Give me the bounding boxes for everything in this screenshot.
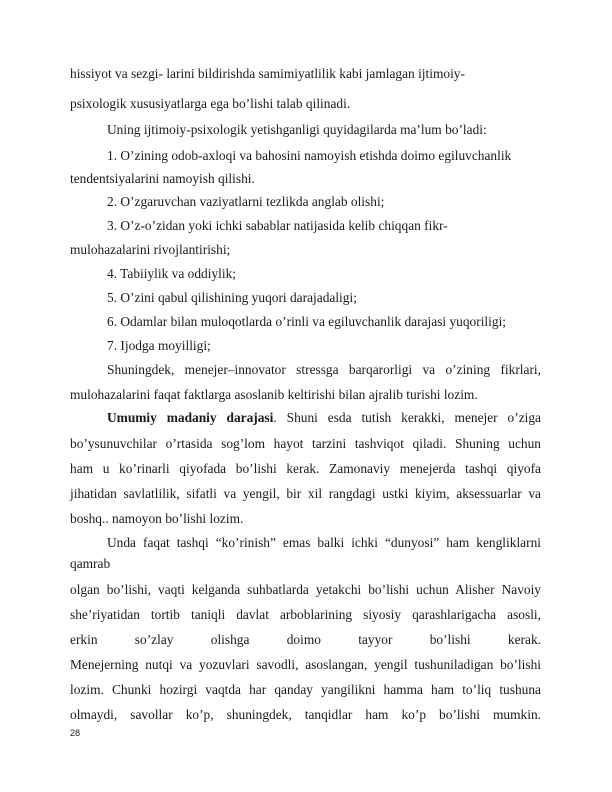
text-line: 2. O’zgaruvchan vaziyatlarni tezlikda anglab olishi; <box>107 194 385 209</box>
text-span: . Shuni esda tutish kerakki, menejer o’ziga <box>273 410 542 425</box>
text-line: lozim. Chunki hozirgi vaqtda har qanday yangilikni hamma ham to’liq tushuna <box>70 682 541 697</box>
text-line: Menejerning nutqi va yozuvlari savodli, asoslangan, yengil tushuniladigan bo’lishi <box>70 657 541 672</box>
text-line: olmaydi, savollar ko’p, shuningdek, tanqidlar ham ko’p bo’lishi mumkin. <box>70 707 541 722</box>
text-line: jihatidan savlatlilik, sifatli va yengil, bir xil rangdagi ustki kiyim, aksessuarlar va <box>70 486 541 501</box>
text-line: 7. Ijodga moyilligi; <box>107 338 211 353</box>
text-line: Unda faqat tashqi “ko’rinish” emas balki ichki “dunyosi” ham kengliklarni <box>107 535 541 550</box>
text-line: 5. O’zini qabul qilishining yuqori darajadaligi; <box>107 290 357 305</box>
text-line-mixed <box>107 410 541 426</box>
text-line: Shuningdek, menejer–innovator stressga barqarorligi va o’zining fikrlari, <box>107 362 541 377</box>
text-line: hissiyot va sezgi- larini bildirishda samimiyatlilik kabi jamlagan ijtimoiy- <box>70 66 465 81</box>
text-line: 1. O’zining odob-axloqi va bahosini namoyish etishda doimo egiluvchanlik <box>107 148 512 163</box>
page-number: 28 <box>70 728 81 738</box>
text-line: erkin so’zlay olishga doimo tayyor bo’lishi kerak. <box>70 632 541 647</box>
text-line: bo’ysunuvchilar o’rtasida sog’lom hayot tarzini tashviqot qiladi. Shuning uchun <box>70 436 541 451</box>
bold-heading: Umumiy madaniy darajasi <box>107 410 274 425</box>
text-line: tendentsiyalarini namoyish qilishi. <box>70 171 255 186</box>
text-line: mulohazalarini faqat faktlarga asoslanib keltirishi bilan ajralib turishi lozim. <box>70 387 478 402</box>
text-line: 6. Odamlar bilan muloqotlarda o’rinli va egiluvchanlik darajasi yuqoriligi; <box>107 314 507 329</box>
text-line: Uning ijtimoiy-psixologik yetishganligi quyidagilarda ma’lum bo’ladi: <box>107 122 487 137</box>
text-line: mulohazalarini rivojlantirishi; <box>70 242 231 257</box>
text-line: qamrab <box>70 556 111 571</box>
text-line: ham u ko’rinarli qiyofada bo’lishi kerak. Zamonaviy menejerda tashqi qiyofa <box>70 461 541 476</box>
text-line: psixologik xususiyatlarga ega bo’lishi talab qilinadi. <box>70 96 351 111</box>
text-line: 4. Tabiiylik va oddiylik; <box>107 266 236 281</box>
text-line: olgan bo’lishi, vaqti kelganda suhbatlarda yetakchi bo’lishi uchun Alisher Navoiy <box>70 582 541 597</box>
text-line: she’riyatidan tortib taniqli davlat arboblarining siyosiy qarashlarigacha asosli, <box>70 607 541 622</box>
text-line: 3. O’z-o’zidan yoki ichki sabablar natijasida kelib chiqqan fikr- <box>107 218 448 233</box>
text-line: boshq.. namoyon bo’lishi lozim. <box>70 511 244 526</box>
